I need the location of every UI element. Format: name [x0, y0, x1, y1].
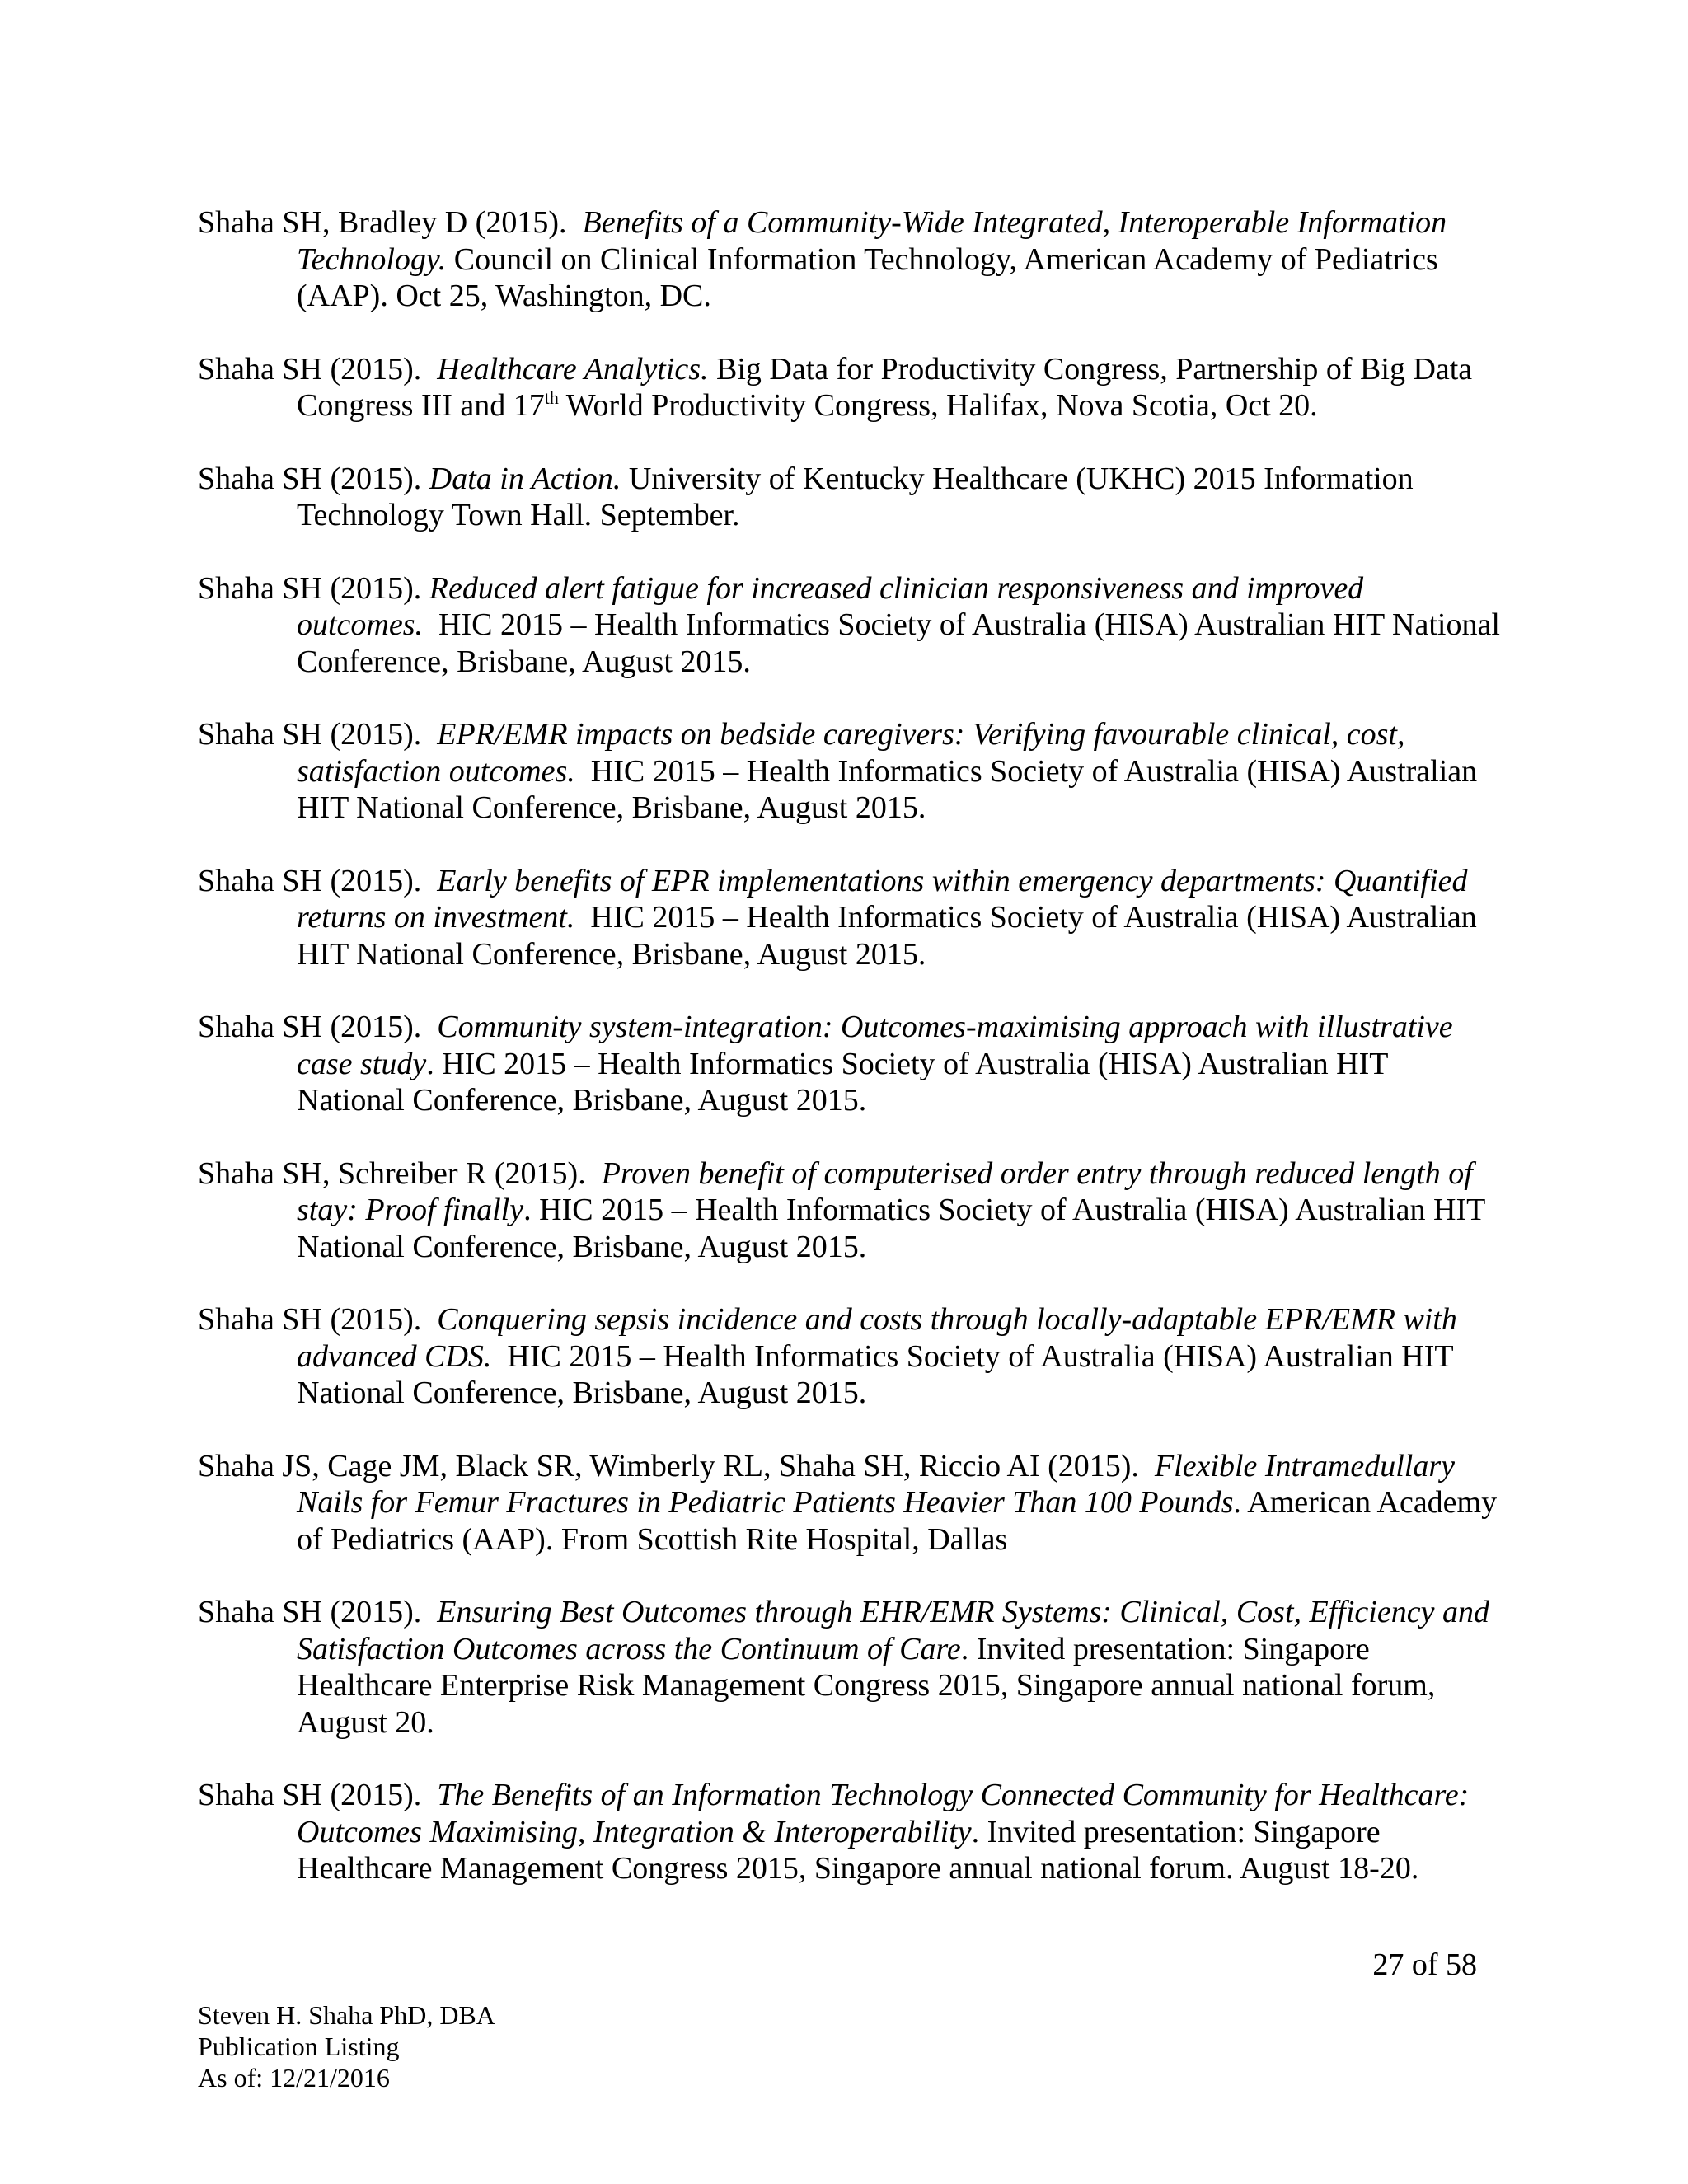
footer-author-name: Steven H. Shaha PhD, DBA — [198, 2000, 495, 2030]
entry-details: University of Kentucky Healthcare (UKHC) 2015 Information Technology Town Hall. September. — [297, 461, 1414, 532]
entry-authors: Shaha SH (2015). — [198, 461, 422, 496]
publication-entry — [198, 204, 1500, 315]
entry-title: EPR/EMR impacts on bedside caregivers: Verifying favourable clinical, cost, satisfaction outcomes. — [297, 717, 1405, 789]
entry-title: Flexible Intramedullary Nails for Femur Fractures in Pediatric Patients Heavier Than 100 Pounds — [297, 1448, 1455, 1520]
entry-title: Ensuring Best Outcomes through EHR/EMR Systems: Clinical, Cost, Efficiency and Satisfaction Outcomes across the Continuum of Care — [297, 1595, 1489, 1666]
entry-title: Benefits of a Community-Wide Integrated, Interoperable Information Technology. — [297, 205, 1447, 277]
entry-authors: Shaha SH (2015). — [198, 1778, 422, 1812]
entry-title: Data in Action. — [429, 461, 621, 496]
publication-entry — [198, 863, 1500, 973]
entry-title: Healthcare Analytics. — [437, 351, 709, 387]
publication-entry — [198, 1301, 1500, 1412]
entry-authors: Shaha SH (2015). — [198, 1302, 422, 1337]
footer-document-title: Publication Listing — [198, 2032, 400, 2061]
entry-details: Big Data for Productivity Congress, Partnership of Big Data Congress III and 17 — [297, 351, 1473, 423]
entry-authors: Shaha SH (2015). — [198, 717, 422, 752]
publication-list — [198, 204, 1500, 1924]
publication-entry — [198, 1448, 1500, 1558]
publication-entry — [198, 461, 1500, 534]
entry-details: . Invited presentation: Singapore Healthcare Enterprise Risk Management Congress 2015, Singapore annual national forum, August 20. — [297, 1631, 1436, 1740]
entry-title: Proven benefit of computerised order entry through reduced length of stay: Proof finally — [297, 1155, 1473, 1227]
entry-details: Council on Clinical Information Technology, American Academy of Pediatrics (AAP). Oct 25, Washington, DC. — [297, 241, 1438, 313]
publication-entry — [198, 1777, 1500, 1887]
entry-authors: Shaha SH, Schreiber R (2015). — [198, 1155, 586, 1191]
entry-details: HIC 2015 – Health Informatics Society of Australia (HISA) Australian HIT National Conference, Brisbane, August 2015. — [297, 753, 1478, 825]
entry-details: World Productivity Congress, Halifax, Nova Scotia, Oct 20. — [558, 388, 1318, 423]
ordinal-superscript: th — [544, 387, 559, 408]
publication-entry — [198, 716, 1500, 827]
entry-authors: Shaha SH (2015). — [198, 1595, 422, 1629]
entry-authors: Shaha SH (2015). — [198, 1010, 422, 1044]
entry-authors: Shaha SH, Bradley D (2015). — [198, 205, 567, 240]
entry-authors: Shaha SH (2015). — [198, 351, 422, 387]
entry-details: . HIC 2015 – Health Informatics Society of Australia (HISA) Australian HIT National Conference, Brisbane, August 2015. — [297, 1193, 1485, 1264]
entry-details: . HIC 2015 – Health Informatics Society of Australia (HISA) Australian HIT National Conference, Brisbane, August 2015. — [297, 1046, 1388, 1118]
entry-title: Early benefits of EPR implementations within emergency departments: Quantified returns on investment. — [297, 863, 1468, 935]
publication-entry — [198, 1594, 1500, 1741]
entry-title: Community system-integration: Outcomes-maximising approach with illustrative case study — [297, 1010, 1453, 1081]
entry-details: HIC 2015 – Health Informatics Society of Australia (HISA) Australian HIT National Conference, Brisbane, August 2015. — [297, 1338, 1453, 1410]
entry-details: HIC 2015 – Health Informatics Society of Australia (HISA) Australian HIT National Conference, Brisbane, August 2015. — [297, 607, 1500, 679]
entry-authors: Shaha SH (2015). — [198, 863, 422, 898]
entry-title: The Benefits of an Information Technology Connected Community for Healthcare: Outcomes Maximising, Integration & Interoperability — [297, 1778, 1470, 1849]
publication-entry — [198, 570, 1500, 681]
entry-title: Reduced alert fatigue for increased clinician responsiveness and improved outcomes. — [297, 570, 1364, 642]
entry-details: HIC 2015 – Health Informatics Society of Australia (HISA) Australian HIT National Conference, Brisbane, August 2015. — [297, 900, 1477, 972]
page-number: 27 of 58 — [1372, 1947, 1477, 1982]
footer-as-of-date: As of: 12/21/2016 — [198, 2063, 390, 2093]
publication-entry — [198, 1009, 1500, 1119]
page-footer — [198, 1999, 495, 2093]
entry-details: . Invited presentation: Singapore Healthcare Management Congress 2015, Singapore annual national forum. August 18-20. — [297, 1814, 1419, 1886]
publication-entry — [198, 351, 1500, 424]
entry-details: . American Academy of Pediatrics (AAP). From Scottish Rite Hospital, Dallas — [297, 1485, 1498, 1557]
publication-entry — [198, 1155, 1500, 1266]
entry-title: Conquering sepsis incidence and costs through locally-adaptable EPR/EMR with advanced CDS. — [297, 1302, 1457, 1374]
entry-authors: Shaha SH (2015). — [198, 570, 422, 606]
entry-authors: Shaha JS, Cage JM, Black SR, Wimberly RL, Shaha SH, Riccio AI (2015). — [198, 1448, 1139, 1483]
